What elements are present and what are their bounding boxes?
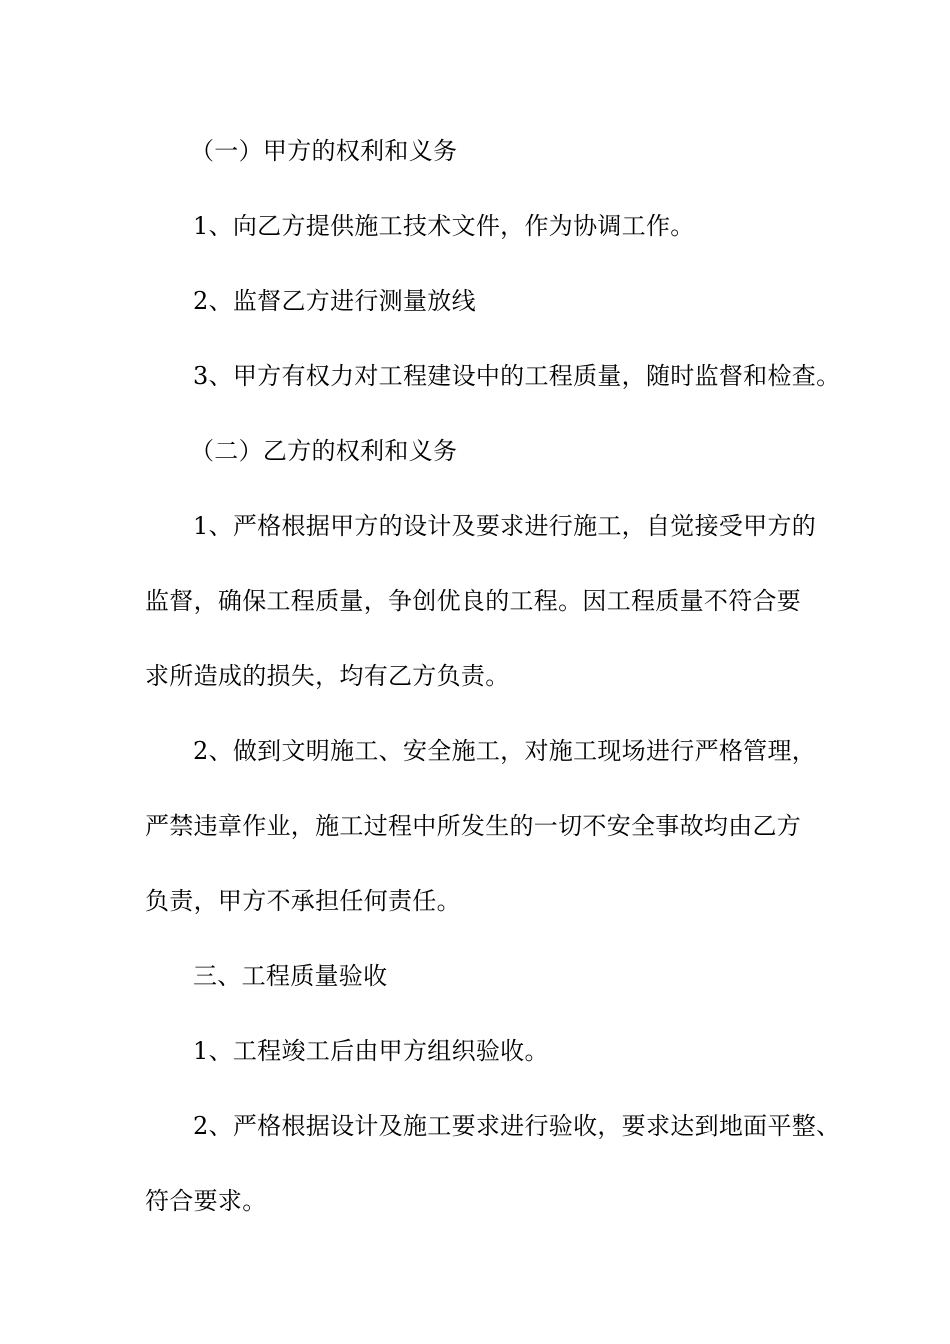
paragraph-line: 2、做到文明施工、安全施工，对施工现场进行严格管理，	[193, 737, 817, 765]
paragraph-line: 1、向乙方提供施工技术文件，作为协调工作。	[193, 212, 695, 240]
paragraph-line: 监督，确保工程质量，争创优良的工程。因工程质量不符合要	[145, 587, 802, 615]
section-heading-quality-acceptance: 三、工程质量验收	[193, 962, 388, 990]
paragraph-line: 严禁违章作业，施工过程中所发生的一切不安全事故均由乙方	[145, 812, 802, 840]
section-heading-party-a: （一）甲方的权利和义务	[190, 137, 458, 165]
paragraph-line: 负责，甲方不承担任何责任。	[145, 887, 461, 915]
paragraph-line: 2、监督乙方进行测量放线	[193, 287, 476, 315]
section-heading-party-b: （二）乙方的权利和义务	[190, 437, 458, 465]
paragraph-line: 符合要求。	[145, 1187, 267, 1215]
paragraph-line: 求所造成的损失，均有乙方负责。	[145, 662, 510, 690]
paragraph-line: 3、甲方有权力对工程建设中的工程质量，随时监督和检查。	[193, 362, 841, 390]
paragraph-line: 1、工程竣工后由甲方组织验收。	[193, 1037, 549, 1065]
paragraph-line: 1、严格根据甲方的设计及要求进行施工，自觉接受甲方的	[193, 512, 817, 540]
paragraph-line: 2、严格根据设计及施工要求进行验收，要求达到地面平整、	[193, 1112, 841, 1140]
